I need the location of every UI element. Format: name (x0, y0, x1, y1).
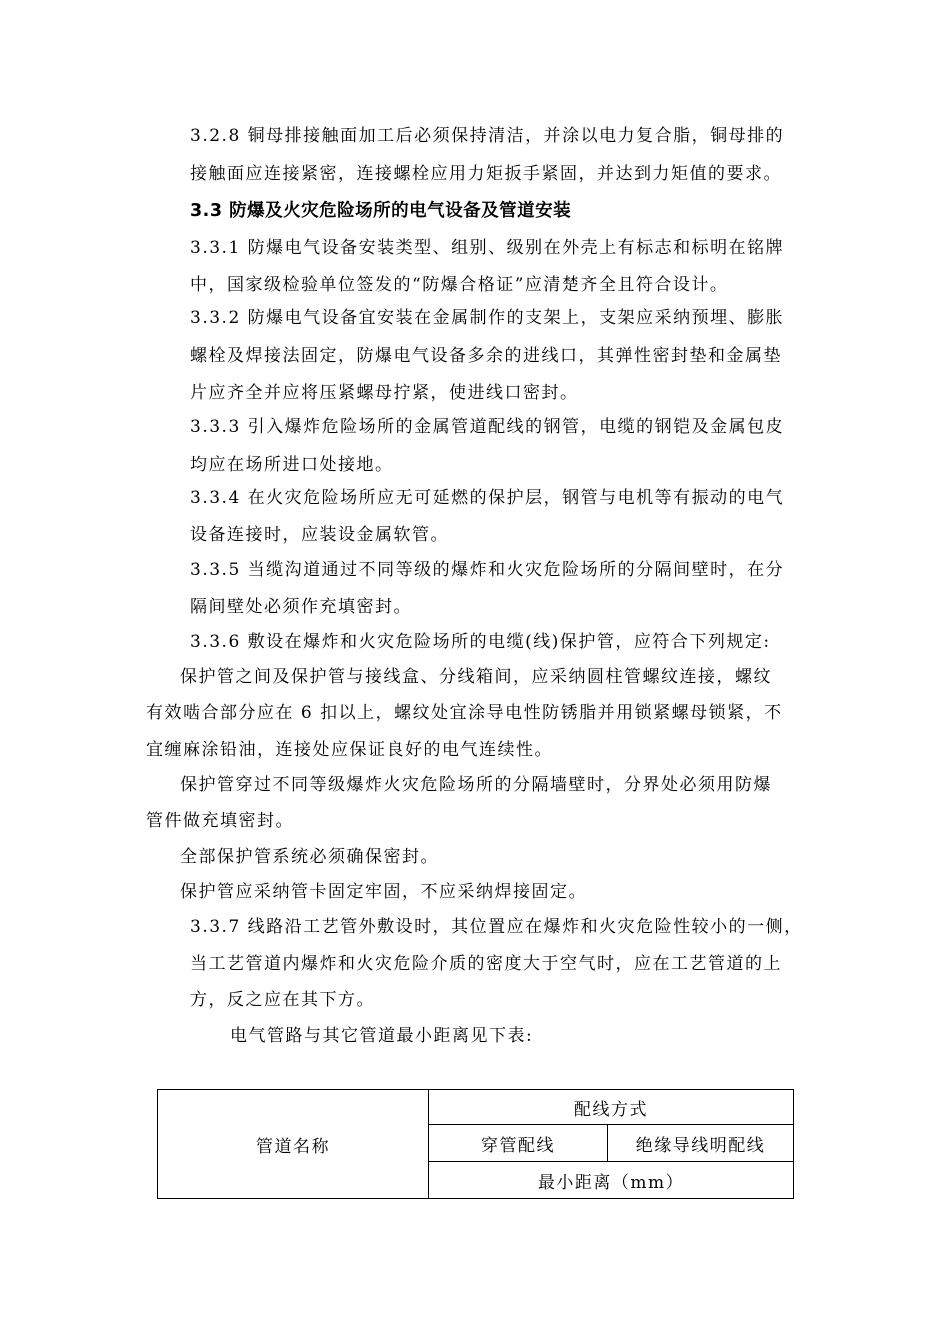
text-line: 电气管路与其它管道最小距离见下表: (230, 1026, 534, 1046)
table-header-pipe-name: 管道名称 (158, 1090, 429, 1199)
text-line: 当工艺管道内爆炸和火灾危险介质的密度大于空气时，应在工艺管道的上 (190, 954, 782, 974)
text-line: 螺栓及焊接法固定，防爆电气设备多余的进线口，其弹性密封垫和金属垫 (190, 346, 782, 366)
text-line: 宜缠麻涂铅油，连接处应保证良好的电气连续性。 (146, 740, 553, 760)
text-line: 保护管之间及保护管与接线盒、分线箱间，应采纳圆柱管螺纹连接，螺纹 (180, 667, 772, 687)
text-line: 3.3.6 敷设在爆炸和火灾危险场所的电缆(线)保护管，应符合下列规定: (190, 632, 771, 652)
text-line: 接触面应连接紧密，连接螺栓应用力矩扳手紧固，并达到力矩值的要求。 (190, 164, 782, 184)
text-line: 3.3.4 在火灾危险场所应无可延燃的保护层，钢管与电机等有振动的电气 (190, 488, 785, 508)
table-header-wiring-method: 配线方式 (429, 1090, 794, 1125)
text-line: 3.3.7 线路沿工艺管外敷设时，其位置应在爆炸和火灾危险性较小的一侧， (190, 917, 803, 937)
text-line: 3.3.5 当缆沟道通过不同等级的爆炸和火灾危险场所的分隔间壁时，在分 (190, 560, 785, 580)
text-line: 3.3.3 引入爆炸危险场所的金属管道配线的钢管，电缆的钢铠及金属包皮 (190, 417, 785, 437)
text-line: 3.2.8 铜母排接触面加工后必须保持清洁，并涂以电力复合脂，铜母排的 (190, 126, 785, 146)
text-line: 3.3.1 防爆电气设备安装类型、组别、级别在外壳上有标志和标明在铭牌 (190, 238, 785, 258)
text-line: 方，反之应在其下方。 (190, 990, 375, 1010)
table-header-min-distance: 最小距离（mm） (429, 1162, 794, 1199)
text-line: 有效啮合部分应在 6 扣以上，螺纹处宜涂导电性防锈脂并用锁紧螺母锁紧，不 (146, 703, 783, 723)
pipe-distance-table (157, 1089, 794, 1199)
text-line: 中，国家级检验单位签发的“防爆合格证”应清楚齐全且符合设计。 (190, 275, 729, 295)
text-line: 片应齐全并应将压紧螺母拧紧，使进线口密封。 (190, 383, 579, 403)
table-header-conduit-wiring: 穿管配线 (429, 1125, 608, 1162)
section-heading: 3.3 防爆及火灾危险场所的电气设备及管道安装 (190, 201, 572, 221)
text-line: 3.3.2 防爆电气设备宜安装在金属制作的支架上，支架应采纳预埋、膨胀 (190, 308, 785, 328)
text-line: 设备连接时，应装设金属软管。 (190, 525, 449, 545)
table-header-insulated-open-wiring: 绝缘导线明配线 (608, 1125, 794, 1162)
text-line: 管件做充填密封。 (146, 811, 294, 831)
text-line: 隔间壁处必须作充填密封。 (190, 597, 412, 617)
text-line: 全部保护管系统必须确保密封。 (180, 847, 439, 867)
text-line: 保护管穿过不同等级爆炸火灾危险场所的分隔墙壁时，分界处必须用防爆 (180, 775, 772, 795)
text-line: 均应在场所进口处接地。 (190, 455, 394, 475)
text-line: 保护管应采纳管卡固定牢固，不应采纳焊接固定。 (180, 882, 587, 902)
